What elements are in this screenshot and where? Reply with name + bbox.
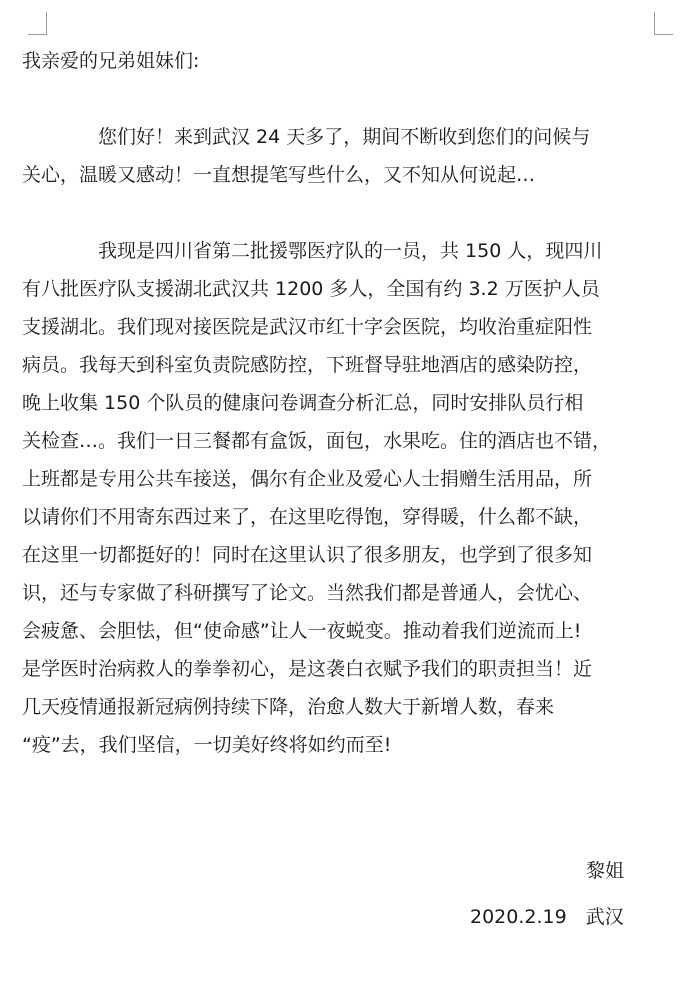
letter-line: 我现是四川省第二批援鄂医疗队的一员，共 150 人，现四川 — [22, 240, 603, 262]
letter-line: 识，还与专家做了科研撰写了论文。当然我们都是普通人，会忧心、 — [22, 582, 593, 604]
letter-line: 晚上收集 150 个队员的健康问卷调查分析汇总，同时安排队员行相 — [22, 392, 584, 414]
letter-line: 上班都是专用公共车接送，偶尔有企业及爱心人士捐赠生活用品，所 — [22, 468, 593, 490]
page-corner-mark-right — [654, 12, 673, 35]
letter-line: “疫”去，我们坚信，一切美好终将如约而至! — [22, 734, 392, 756]
paragraph-spacing — [22, 194, 662, 232]
letter-line: 支援湖北。我们现对接医院是武汉市红十字会医院，均收治重症阳性 — [22, 316, 593, 338]
letter-line: 是学医时治病救人的拳拳初心，是这袭白衣赋予我们的职责担当！近 — [22, 658, 593, 680]
letter-line: 您们好！来到武汉 24 天多了，期间不断收到您们的问候与 — [22, 126, 591, 148]
letter-body — [22, 42, 662, 802]
letter-line: 关心，温暖又感动！一直想提笔写些什么，又不知从何说起… — [22, 164, 536, 186]
letter-line: 几天疫情通报新冠病例持续下降，治愈人数大于新增人数，春来 — [22, 696, 555, 718]
letter-salutation: 我亲爱的兄弟姐妹们: — [22, 50, 200, 72]
letter-line: 会疲惫、会胆怯，但“使命感”让人一夜蜕变。推动着我们逆流而上! — [22, 620, 582, 642]
letter-date-place: 2020.2.19 武汉 — [470, 906, 624, 928]
letter-line: 关检查…。我们一日三餐都有盒饭，面包，水果吃。住的酒店也不错， — [22, 430, 612, 452]
letter-line — [22, 764, 662, 802]
letter-line: 在这里一切都挺好的！同时在这里认识了很多朋友，也学到了很多知 — [22, 544, 593, 566]
letter-line: 以请你们不用寄东西过来了，在这里吃得饱，穿得暖，什么都不缺， — [22, 506, 593, 528]
paragraph-spacing — [22, 80, 662, 118]
letter-line: 有八批医疗队支援湖北武汉共 1200 多人，全国有约 3.2 万医护人员 — [22, 278, 600, 300]
letter-signature: 黎姐 — [586, 860, 625, 882]
letter-line: 病员。我每天到科室负责院感防控，下班督导驻地酒店的感染防控， — [22, 354, 593, 376]
page-corner-mark-left — [28, 12, 47, 35]
